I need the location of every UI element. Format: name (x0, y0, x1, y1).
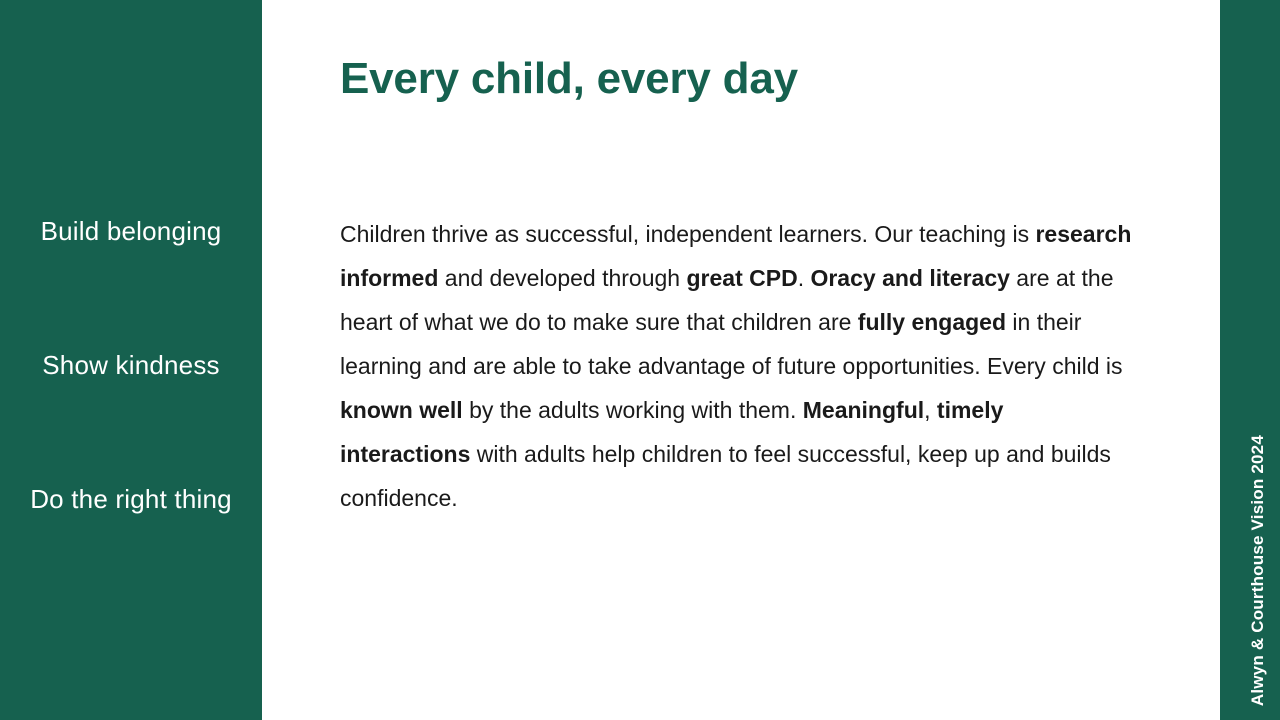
body-text-run: in their learning and are able to take advantage of future opportunities. Every child is (340, 309, 1123, 379)
values-list (0, 0, 262, 720)
body-emphasis: great CPD (686, 265, 798, 291)
body-emphasis: Oracy and literacy (810, 265, 1010, 291)
body-paragraph (340, 212, 1140, 520)
body-text-run: . (797, 265, 811, 291)
right-accent-band (1220, 0, 1280, 720)
body-text-run: are at the heart of what we do to make sure that children are (340, 265, 1114, 335)
body-text-run: , (924, 397, 937, 423)
body-emphasis: fully engaged (857, 309, 1007, 335)
value-item-do-the-right-thing: Do the right thing (30, 484, 232, 515)
body-emphasis: known well (340, 397, 463, 423)
body-text-run: with adults help children to feel successful, keep up and builds confidence. (340, 441, 1111, 511)
body-emphasis: research informed (340, 221, 1132, 291)
body-text-run: and developed through (438, 265, 687, 291)
value-item-show-kindness: Show kindness (42, 350, 220, 381)
value-item-build-belonging: Build belonging (40, 216, 222, 246)
slide-content (262, 0, 1220, 720)
body-text-run: by the adults working with them. (462, 397, 803, 423)
body-text-run: Children thrive as successful, independent learners. Our teaching is (340, 221, 1036, 247)
vision-footer-label: Alwyn & Courthouse Vision 2024 (1248, 434, 1267, 706)
page-title: Every child, every day (340, 54, 798, 103)
body-emphasis: timely interactions (340, 397, 1004, 467)
body-emphasis: Meaningful (802, 397, 925, 423)
